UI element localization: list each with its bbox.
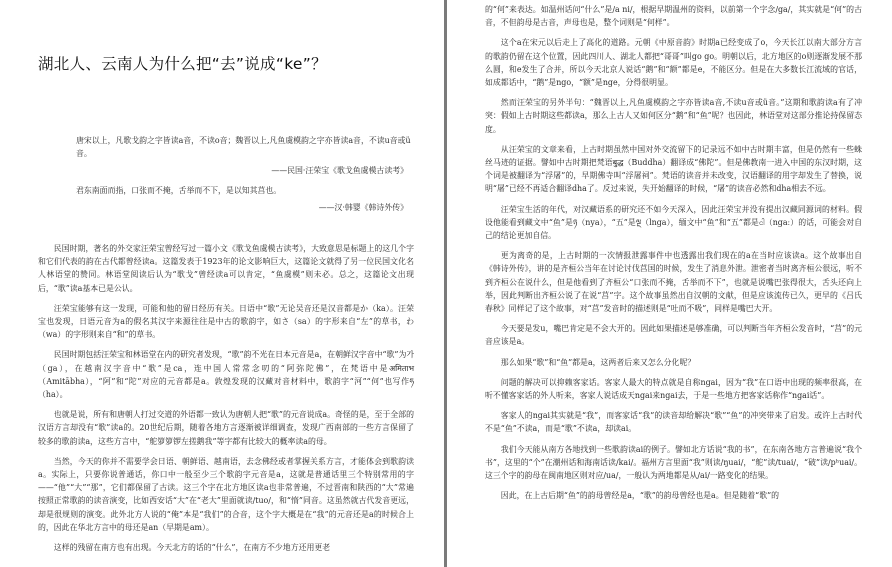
paragraph: 这个a在宋元以后走上了高化的道路。元朝《中原音韵》时期a已经变成了o，今天长江以南大部分方言的歌韵仍留在这个位置，因此四川人、湖北人都把“哥哥”叫go go。明朝以后，北方地区的o则逐渐发展不那么圆，和e发生了合并，所以今天北京人说话“鹅”和“额”都是e，不能区分。但是在大多数长江流域的官话，如成都话中，“鹅”是ngo，“额”是nge，分得很明显。 — [485, 38, 862, 88]
paragraph: 我们今天能从南方各地找到一些歌韵读ai的例子。譬如北方话说“我的书”，在东南各地方言普遍说“我个书”，这里的“个”在潮州话和海南话读/kai/。福州方言里面“我”则读/ŋuai/，“舵”读/tuai/，“破”读/pʰuai/。这三个字的韵母在闽南地区则对应/ua/，一般认为两地都是从/ai/一路变化的结果。 — [485, 444, 862, 481]
paragraph: 民国时期包括汪荣宝和林语堂在内的研究者发现，“歌”韵不光在日本元音是a，在朝鲜汉字音中“歌”为가（ga），在越南汉字音中“歌”是ca，连中国人常常念叨的“阿弥陀佛”，在梵语中是अमिताभ（Amitābha），“阿”和“陀”对应的元音都是a。敦煌发现的汉藏对音材料中，歌韵字“河”“何”也写作ཧ（ha）。 — [38, 350, 414, 400]
epigraph-attribution-2: ——汉·韩婴《韩诗外传》 — [318, 202, 408, 212]
paragraph: 然而汪荣宝的另外半句：“魏晋以上,凡鱼虞模韵之字亦皆读a音,不读u音或ü音。”这期和歌韵读a有了冲突：假如上古时期这些都读a，那么上古人又如何区分“鹅”和“鱼”呢？也因此，林语堂对这部分推论持保留态度。 — [485, 98, 862, 134]
paragraph: 也就是说，所有和唐朝人打过交道的外语都一致认为唐朝人把“歌”的元音说成a。奇怪的是，至于全部的汉语方言却没有“歌”读a的。20世纪后期，随着各地方言逐渐被详细调查，发现广西南部的一些方言保留了较多的歌韵读a，这些方言中，“舵箩箩锣左搓鹅我”等字都有比较大的概率读a的母。 — [38, 410, 414, 446]
paragraph: 从汪荣宝的文章来看，上古时期虽然中国对外交流留下的记录远不如中古时期丰富，但是仍然有一些蛛丝马迹的证据。譬如中古时期把梵语बुद्ध（Buddha）翻译成“佛陀”。但是佛教南一进入中国的东汉时期，这个词是被翻译为“浮屠”的，早期佛寺叫“浮屠祠”。梵语的读音并未改变，汉语翻译的用字却发生了替换，说明“屠”已经不再适合翻译dha了。反过来说，失开始翻译的时候，“屠”的读音必然和dha相去不远。 — [485, 144, 862, 194]
epigraph-quote-1: 唐宋以上，凡歌戈韵之字皆读a音，不读o音；魏晋以上,凡鱼虞模韵之字亦皆读a音，不读u音或ü音。 — [76, 136, 411, 159]
paragraph: 当然，今天的你并不需要学会日语、朝鲜语、越南语，去念佛经或者掌握关系方言，才能体会到歌韵读a。实际上，只要你说普通话，你口中一般至少三个歌韵字元音是a，这就是普通话里三个特别常用的字——“他”“大”“那”，它们都保留了古读。这三个字在北方地区读a也非常普遍，不过晋南和陕西的“大”常遍按照正常歌韵的读音演变，比如西安话“大”在“老大”里面就读/tuo/，和“惰”同音。这虽然就古代发音更远，却是很规则的演变。此外北方人说的“俺”本是“我们”的合音，这个字大概是在“我”的元音还是a的时候合上的，因此在华北方言中的母还是an（早期是am）。 — [38, 456, 414, 532]
epigraph-quote-2: 君东南面而指，口张而不掩，舌举而不下，是以知其莒也。 — [76, 185, 282, 195]
paragraph: 因此，在上古后期“鱼”的韵母曾经是a，“歌”的韵母曾经也是a。但是随着“歌”的 — [500, 491, 780, 501]
left-page — [0, 0, 444, 567]
paragraph: 问题的解决可以抑赖客家话。客家人最大的特点就是自称ngai，因为“我”在口语中出现的频率很高，在听不懂客家话的外人听来，客家人说话成天ngai来ngai去，于是一些地方把客家话称作“ngai话”。 — [485, 377, 862, 401]
paragraph: 今天要是发u，嘴巴肯定是不会大开的。因此如果描述是够准确，可以判断当年齐桓公发音时，“莒”的元音应该是a。 — [485, 324, 862, 347]
article-title: 湖北人、云南人为什么把“去”说成“ke”？ — [38, 55, 327, 73]
paragraph: 客家人的ngai其实就是“我”，而客家话“我”的读音却给解决“歌”“鱼”的冲突带来了启发。或许上古时代不是“鱼”不读a，而是“歌”不读a，却读ai。 — [485, 411, 862, 434]
paragraph: 汪荣宝能够有这一发现，可能和他的留日经历有关。日语中“歌”无论吴音还是汉音都是か（ka）。汪荣宝也发现，日语元音为a的假名其汉字来源往往是中古的歌韵字，如さ（sa）的字形来自“左”的草书，わ（wa）的字形则来自“和”的草书。 — [38, 303, 414, 340]
paragraph: 那么如果“歌”和“鱼”都是a，这两者后来又怎么分化呢？ — [500, 357, 696, 367]
right-page — [447, 0, 892, 567]
paragraph: 汪荣宝生活的年代，对汉藏语系的研究还不如今天深入，因此汪荣宝并没有提出汉藏同源词的材料。假设他能看到藏文中“鱼”是ཉ（nya），“五”是ལྔ（lnga），缅文中“鱼”和“五”都是ငါ（ngaː）的话，可能会对自己的结论更加自信。 — [485, 204, 862, 241]
paragraph: 这样的残留在南方也有出现。今天北方的话的“什么”，在南方不少地方还用更老 — [53, 543, 331, 553]
paragraph: 民国时期，著名的外交家汪荣宝曾经写过一篇小文《歌戈鱼虞模古读考》，大致意思是标题上的这几个字和它们代表的韵在古代都曾经读a。这篇发表于1923年的论文影响巨大，这篇论文就得了另一位民国文化名人林语堂的赞同。林语堂阅读后认为“歌戈”曾经读a可以肯定，“鱼虞模”则未必。总之，这篇论文出现后，“歌”读a基本已是公认。 — [38, 244, 414, 293]
epigraph-attribution-1: ——民国·汪荣宝《歌戈鱼虞模古读考》 — [271, 166, 408, 176]
paragraph: 更为离奇的是，上古时期的一次情报泄露事件中也透露出我们现在的a在当时应该读a。这个故事出自《韩诗外传》，讲的是齐桓公当年在讨论讨伐莒国的时候，发生了消息外泄。泄密者当时离齐桓公很远，听不到齐桓公在说什么，但是他看到了齐桓公“口张而不掩，舌举而不下”，也就是说嘴巴张得很大，舌头还向上举，因此判断出齐桓公说了在说“莒”字。这个故事虽然出自汉朝的文献，但是应该流传已久，更早的《吕氏春秋》同样记了这个故事，对“莒”发音时的描述则是“吐而不吸”，同样是嘴巴大开。 — [485, 251, 862, 314]
paragraph: 的“何”来表达。如温州话问“什么”是/a ni/，根据早期温州的资料，以前第一个字念/ga/，其实就是“何”的古音，不但韵母是古音，声母也是，整个词则是“何样”。 — [485, 5, 862, 28]
